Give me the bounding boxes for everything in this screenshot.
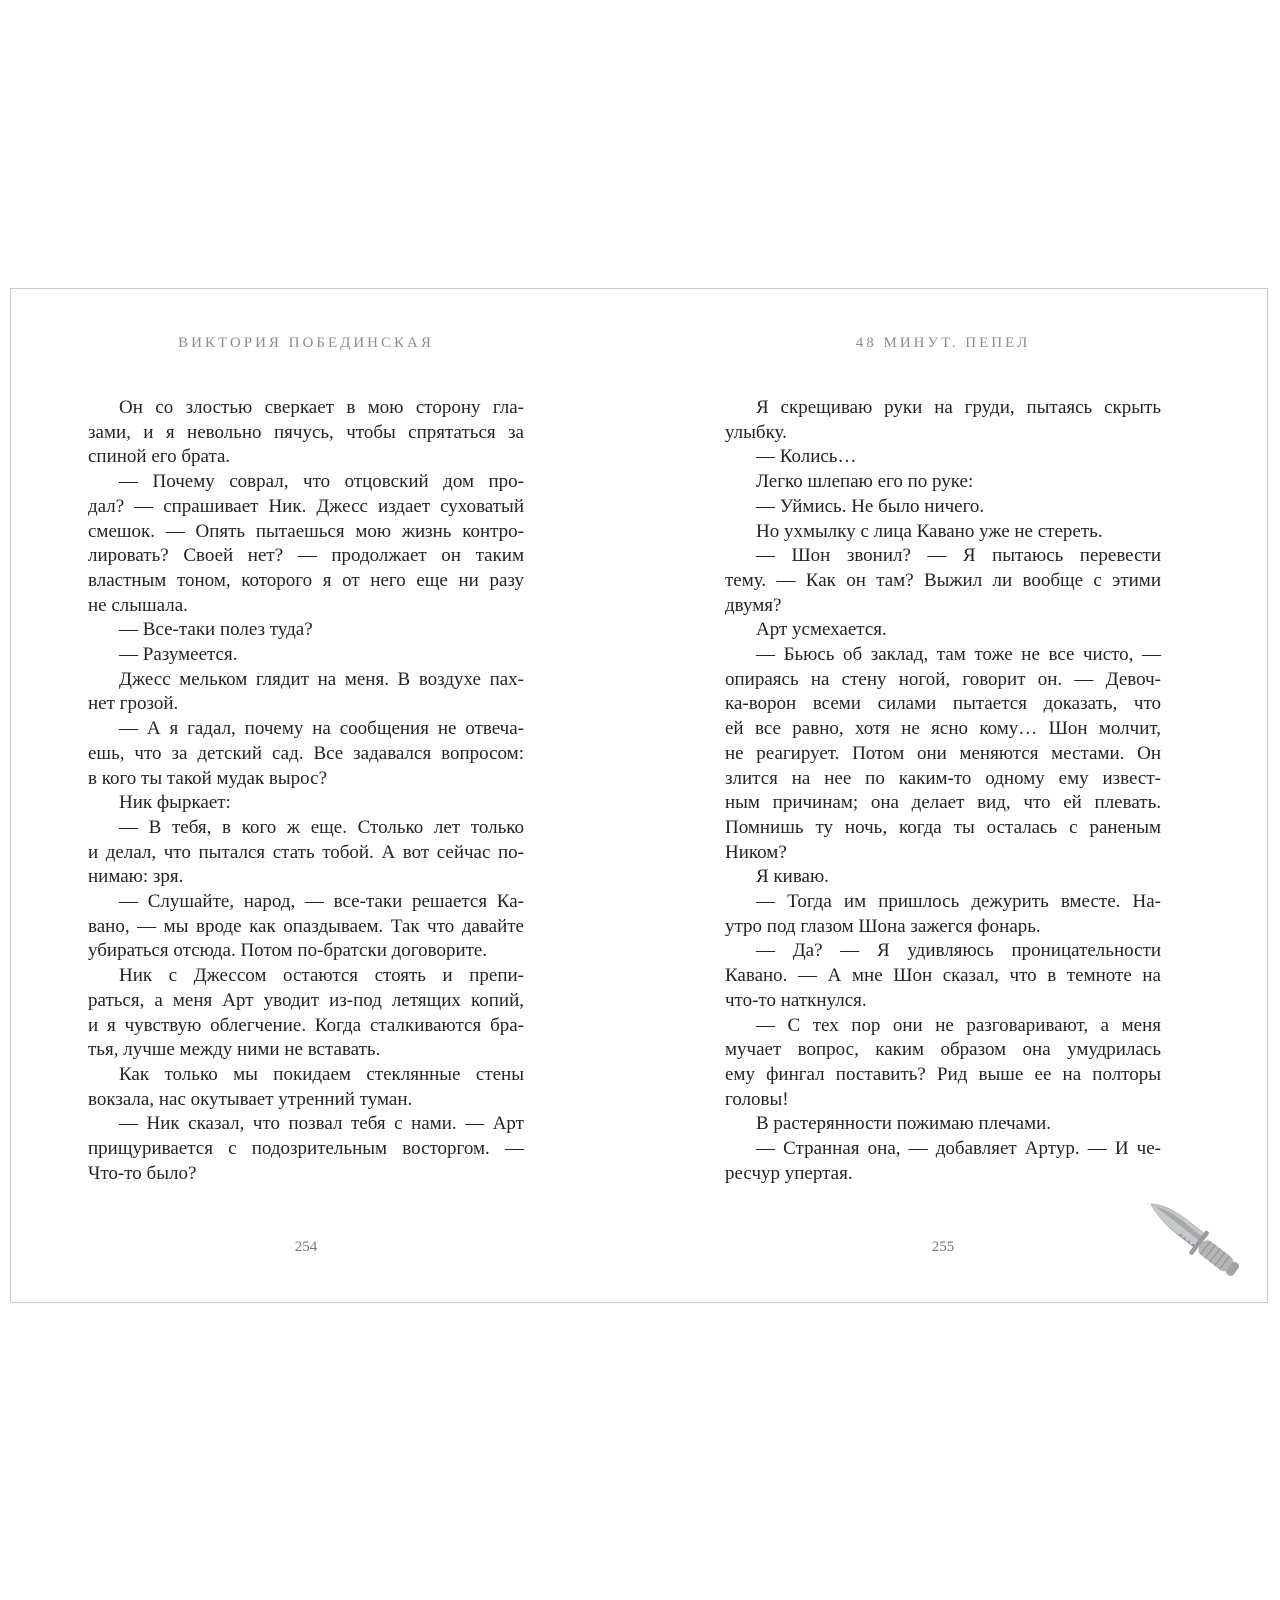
paragraph bbox=[725, 1014, 1161, 1113]
text-line: злится на нее по каким-то одному ему извест- bbox=[725, 767, 1161, 789]
paragraph bbox=[88, 717, 524, 791]
text-line: зами, и я невольно пячусь, чтобы спрятаться за bbox=[88, 421, 524, 443]
paragraph bbox=[88, 470, 524, 618]
text-line: Что-то было? bbox=[88, 1162, 197, 1184]
text-line: Помнишь ту ночь, когда ты осталась с раненым bbox=[725, 816, 1161, 838]
text-line: — Все-таки полез туда? bbox=[119, 619, 313, 641]
text-line: лировать? Своей нет? — продолжает он таким bbox=[88, 545, 524, 567]
left-running-header: ВИКТОРИЯ ПОБЕДИНСКАЯ bbox=[178, 335, 434, 351]
text-line: спиной его брата. bbox=[88, 446, 231, 468]
page-right bbox=[725, 289, 1161, 1302]
text-line: Ником? bbox=[725, 841, 787, 863]
text-line: и делал, что пытался стать тобой. А вот сейчас по- bbox=[88, 841, 524, 863]
text-line: — Тогда им пришлось дежурить вместе. На- bbox=[756, 891, 1161, 913]
paragraph bbox=[88, 890, 524, 964]
text-line: нет грозой. bbox=[88, 693, 179, 715]
paragraph bbox=[88, 964, 524, 1063]
text-line: ему фингал поставить? Рид выше ее на полторы bbox=[725, 1063, 1161, 1085]
paragraph bbox=[725, 643, 1161, 865]
paragraph bbox=[725, 520, 1161, 545]
text-line: — Почему соврал, что отцовский дом про- bbox=[119, 471, 524, 493]
text-line: улыбку. bbox=[725, 421, 787, 443]
paragraph bbox=[725, 495, 1161, 520]
text-line: не слышала. bbox=[88, 594, 188, 616]
text-line: — Разумеется. bbox=[119, 644, 238, 666]
page-left bbox=[88, 289, 524, 1302]
text-line: — Колись… bbox=[756, 446, 857, 468]
text-line: — Да? — Я удивляюсь проницательности bbox=[756, 940, 1161, 962]
text-line: ным причинам; она делает вид, что ей плевать. bbox=[725, 792, 1161, 814]
text-line: Ник с Джессом остаются стоять и препи- bbox=[119, 965, 524, 987]
paragraph bbox=[725, 865, 1161, 890]
text-line: ка-ворон всеми силами пытается доказать, что bbox=[725, 693, 1161, 715]
paragraph bbox=[725, 544, 1161, 618]
text-line: Он со злостью сверкает в мою сторону гла- bbox=[119, 397, 524, 418]
text-line: мучает вопрос, каким образом она умудрилась bbox=[725, 1039, 1161, 1061]
text-line: ресчур упертая. bbox=[725, 1162, 853, 1184]
text-line: и я чувствую облегчение. Когда сталкиваются бра- bbox=[88, 1014, 524, 1036]
paragraph bbox=[725, 1137, 1161, 1186]
right-text-column bbox=[725, 396, 1161, 1187]
paragraph bbox=[88, 1063, 524, 1112]
right-running-header: 48 МИНУТ. ПЕПЕЛ bbox=[855, 335, 1031, 351]
text-line: двумя? bbox=[725, 594, 782, 616]
text-line: нимаю: зря. bbox=[88, 866, 184, 888]
text-line: головы! bbox=[725, 1088, 789, 1110]
text-line: смешок. — Опять пытаешься мою жизнь контро- bbox=[88, 520, 524, 542]
text-line: вано, — мы вроде как опаздываем. Так что давайте bbox=[88, 915, 524, 937]
left-page-number: 254 bbox=[294, 1239, 318, 1255]
paragraph bbox=[725, 445, 1161, 470]
text-line: дал? — спрашивает Ник. Джесс издает суховатый bbox=[88, 495, 524, 517]
paragraph bbox=[725, 1112, 1161, 1137]
paragraph bbox=[725, 890, 1161, 939]
text-line: раться, а меня Арт уводит из-под летящих копий, bbox=[88, 989, 524, 1011]
text-line: — Ник сказал, что позвал тебя с нами. — Арт bbox=[119, 1113, 524, 1135]
text-line: что-то наткнулся. bbox=[725, 989, 867, 1011]
text-line: Арт усмехается. bbox=[756, 619, 887, 641]
paragraph bbox=[88, 668, 524, 717]
text-line: — Странная она, — добавляет Артур. — И че- bbox=[756, 1138, 1161, 1160]
text-line: опираясь на стену ногой, говорит он. — Девоч- bbox=[725, 668, 1161, 690]
text-line: тему. — Как он там? Выжил ли вообще с этими bbox=[725, 569, 1161, 591]
text-line: вокзала, нас окутывает утренний туман. bbox=[88, 1088, 413, 1110]
paragraph bbox=[725, 939, 1161, 1013]
paragraph bbox=[88, 816, 524, 890]
paragraph bbox=[725, 470, 1161, 495]
book-spread bbox=[10, 288, 1268, 1303]
left-text-column bbox=[88, 396, 524, 1187]
text-line: — С тех пор они не разговаривают, а меня bbox=[756, 1014, 1161, 1036]
text-line: Я скрещиваю руки на груди, пытаясь скрыть bbox=[756, 397, 1161, 418]
text-line: утро под глазом Шона зажегся фонарь. bbox=[725, 915, 1041, 937]
text-line: не реагирует. Потом они меняются местами. Он bbox=[725, 742, 1161, 764]
text-line: — Уймись. Не было ничего. bbox=[756, 495, 985, 517]
text-line: прищуривается с подозрительным восторгом. — bbox=[88, 1138, 524, 1160]
text-line: — Бьюсь об заклад, там тоже не все чисто, — bbox=[756, 644, 1161, 666]
paragraph bbox=[88, 791, 524, 816]
text-line: В растерянности пожимаю плечами. bbox=[756, 1113, 1052, 1135]
text-line: Ник фыркает: bbox=[119, 792, 231, 814]
text-line: Как только мы покидаем стеклянные стены bbox=[119, 1063, 524, 1085]
text-line: ешь, что за детский сад. Все задавался вопросом: bbox=[88, 742, 524, 764]
paragraph bbox=[88, 1112, 524, 1186]
text-line: Джесс мельком глядит на меня. В воздухе пах- bbox=[119, 668, 524, 690]
paragraph bbox=[88, 643, 524, 668]
text-line: Но ухмылку с лица Кавано уже не стереть. bbox=[756, 520, 1103, 542]
text-line: — В тебя, в кого ж еще. Столько лет только bbox=[119, 816, 524, 838]
paragraph bbox=[725, 618, 1161, 643]
text-line: тья, лучше между ними не вставать. bbox=[88, 1039, 381, 1061]
right-page-number: 255 bbox=[931, 1239, 955, 1255]
paragraph bbox=[88, 618, 524, 643]
paragraph bbox=[88, 396, 524, 470]
text-line: ей все равно, хотя не ясно кому… Шон молчит, bbox=[725, 718, 1161, 740]
text-line: Я киваю. bbox=[756, 866, 829, 888]
text-line: властным тоном, которого я от него еще ни разу bbox=[88, 569, 524, 591]
text-line: — Слушайте, народ, — все-таки решается Ка- bbox=[119, 891, 524, 913]
text-line: — А я гадал, почему на сообщения не отвеча- bbox=[119, 718, 524, 740]
text-line: — Шон звонил? — Я пытаюсь перевести bbox=[756, 545, 1161, 567]
text-line: убираться отсюда. Потом по-братски договорите. bbox=[88, 940, 488, 962]
text-line: Кавано. — А мне Шон сказал, что в темноте на bbox=[725, 965, 1161, 987]
paragraph bbox=[725, 396, 1161, 445]
text-line: Легко шлепаю его по руке: bbox=[756, 471, 974, 493]
text-line: в кого ты такой мудак вырос? bbox=[88, 767, 328, 789]
